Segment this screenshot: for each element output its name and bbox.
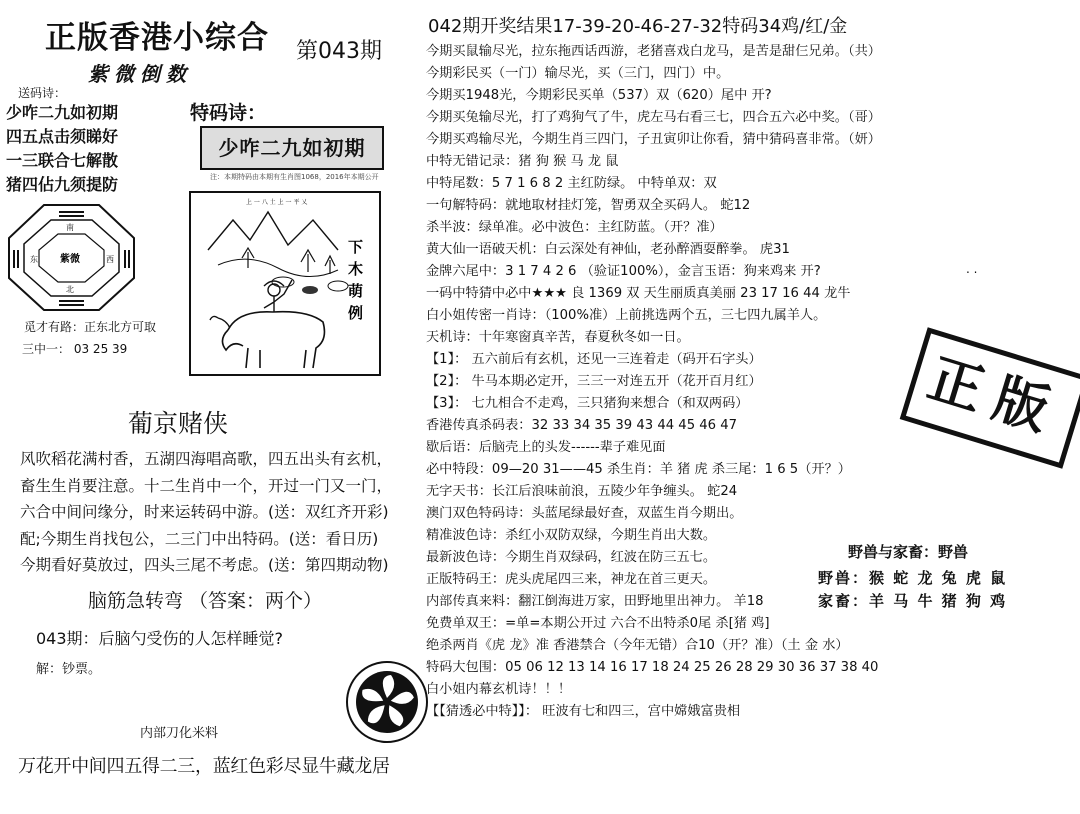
riddle-title: 脑筋急转弯 （答案：两个） [88, 590, 323, 612]
list-item: 精准波色诗：杀红小双防双绿，今期生肖出大数。 [426, 528, 717, 543]
list-item: 中特无错记录：猪 狗 猴 马 龙 鼠 [426, 154, 619, 169]
svg-text:北: 北 [66, 285, 74, 294]
list-item: 正版特码王：虎头虎尾四三来，神龙在首三更天。 [426, 572, 717, 587]
poem-heading: 送码诗： [18, 86, 67, 100]
bagua-octagon-icon [4, 200, 139, 315]
riddle-question: 043期：后脑勺受伤的人怎样睡觉? [36, 629, 284, 648]
list-item: 一句解特码：就地取材挂灯笼，智勇双全买码人。 蛇12 [426, 198, 751, 213]
list-item: 黄大仙一语破天机：白云深处有神仙，老孙醉酒耍醉拳。 虎31 [426, 242, 790, 257]
genuine-stamp: 正版 [900, 327, 1080, 469]
poem-line: 猪四佔九须提防 [6, 175, 119, 194]
list-item: 香港传真杀码表：32 33 34 35 39 43 44 45 46 47 [426, 418, 738, 433]
pujing-line: 配;今期生肖找包公，二三门中出特码。(送：看日历) [20, 529, 379, 548]
list-item: 澳门双色特码诗：头蓝尾绿最好查，双蓝生肖今期出。 [426, 506, 743, 521]
list-item: 今期买兔输尽光，打了鸡狗气了牛，虎左马右看三七，四合五六必中奖。（哥） [426, 110, 881, 125]
list-item: 今期买鼠输尽光，拉东拖西话西游，老猪喜戏白龙马，是苦是甜仨兄弟。（共） [426, 44, 881, 59]
list-item: 【2】： 牛马本期必定开，三三一对连五开（花开百月红） [426, 374, 762, 389]
find-direction: 觅才有路：正东北方可取 [24, 320, 157, 334]
three-pick-one-label: 三中一： [22, 342, 71, 356]
poem-line: 四五点击须睇好 [6, 127, 119, 146]
poem-line: 少咋二九如初期 [6, 103, 119, 122]
list-item: 杀半波：绿单准。必中波色：主红防蓝。（开？准） [426, 220, 723, 235]
svg-text:南: 南 [66, 223, 74, 232]
decorative-dots: . . [966, 262, 978, 276]
list-item: 【3】： 七九相合不走鸡，三只猪狗来想合（和双两码） [426, 396, 749, 411]
wild-beasts: 野兽：猴 蛇 龙 兔 虎 鼠 [818, 569, 1008, 587]
list-item: 今期买鸡输尽光，今期生肖三四门，子丑寅卯让你看，猜中猜码喜非常。（妍） [426, 132, 881, 147]
list-item: 白小姐内幕玄机诗！！！ [426, 682, 572, 697]
list-item: 歇后语：后脑壳上的头发------辈子难见面 [426, 440, 666, 455]
bagua-center-text: 紫微 [60, 254, 80, 265]
list-item: 今期买1948光，今期彩民买单（537）双（620）尾中 开? [426, 88, 772, 103]
list-item: 【【猜透必中特】】： 旺波有七和四三，宫中嫦娥富贵相 [426, 704, 741, 719]
draw-result: 042期开奖结果17-39-20-46-27-32特码34鸡/红/金 [428, 16, 848, 37]
svg-text:西: 西 [106, 255, 114, 264]
inner-material-title: 内部刀化米料 [140, 726, 219, 741]
tema-poem-title: 特码诗： [190, 102, 267, 124]
list-item: 特码大包围：05 06 12 13 14 16 17 18 24 25 26 28 29 30 36 37 38 40 [426, 660, 879, 675]
list-item: 天机诗：十年寒窗真辛苦，春夏秋冬如一日。 [426, 330, 690, 345]
svg-text:东: 东 [30, 255, 38, 264]
list-item: 必中特段：09—20 31——45 杀生肖：羊 猪 虎 杀三尾：1 6 5（开？） [426, 462, 851, 477]
pujing-line: 风吹稻花满村香，五湖四海唱高歌，四五出头有玄机， [20, 450, 393, 468]
list-item: 最新波色诗：今期生肖双绿码，红波在防三五七。 [426, 550, 717, 565]
pujing-line: 六合中间问缘分，时来运转码中游。(送：双红齐开彩) [20, 503, 389, 521]
tema-poem-box: 少咋二九如初期 [200, 126, 384, 170]
three-pick-one [22, 340, 127, 357]
send-code-poem [6, 84, 186, 197]
list-item: 今期彩民买（一门）输尽光，买（三门，四门）中。 [426, 66, 730, 81]
issue-number: 第043期 [296, 39, 382, 64]
bauhinia-seal-icon [345, 660, 429, 744]
pujing-title: 葡京赌侠 [128, 409, 229, 438]
list-item: 无字天书：长江后浪味前浪，五陵少年争缠头。 蛇24 [426, 484, 738, 499]
illustration-caption: 下木萌例 [348, 238, 364, 322]
pujing-line: 今期看好莫放过，四头三尾不考虑。(送：第四期动物) [20, 556, 389, 574]
domestic-animals: 家畜：羊 马 牛 猪 狗 鸡 [818, 592, 1008, 610]
illustration-top-text: 上 一 八 土 上 一 平 乂 [246, 199, 308, 206]
list-item: 免费单双王：=单=本期公开过 六合不出特杀0尾 杀[猪 鸡] [426, 616, 770, 631]
list-item: 一码中特猜中必中★★★ 良 1369 双 天生丽质真美丽 23 17 16 44 龙牛 [426, 286, 851, 301]
three-pick-one-numbers: 03 25 39 [73, 342, 128, 356]
subtitle: 紫微倒数 [88, 62, 192, 86]
list-item: 中特尾数：5 7 1 6 8 2 主红防绿。 中特单双：双 [426, 176, 717, 191]
beasts-title: 野兽与家畜：野兽 [848, 543, 969, 561]
inner-material-poem: 万花开中间四五得二三，蓝红色彩尽显牛藏龙居 [18, 756, 390, 777]
pujing-line: 畜生生肖要注意。十二生肖中一个，开过一门又一门， [20, 476, 393, 495]
page-title: 正版香港小综合 [45, 20, 269, 56]
tema-poem-note: 注：本期特码由本期有生肖图1068，2016年本期公开 [210, 173, 379, 181]
list-item: 内部传真来料：翻江倒海进万家，田野地里出神力。 羊18 [426, 594, 764, 609]
list-item: 白小姐传密一肖诗：（100%准）上前挑选两个五，三七四九属羊人。 [426, 308, 827, 323]
riddle-answer: 解：钞票。 [36, 662, 102, 677]
list-item: 【1】： 五六前后有玄机，还见一三连着走（码开石字头） [426, 352, 762, 367]
poem-line: 一三联合七解散 [6, 151, 119, 170]
pujing-text [20, 446, 400, 579]
list-item: 绝杀两肖《虎 龙》准 香港禁合（今年无错）合10（开？准）（土 金 水） [426, 638, 849, 653]
list-item: 金牌六尾中：3 1 7 4 2 6 （验证100%），金言玉语：狗来鸡来 开? [426, 264, 821, 279]
farmer-on-buffalo-illustration [188, 190, 383, 378]
